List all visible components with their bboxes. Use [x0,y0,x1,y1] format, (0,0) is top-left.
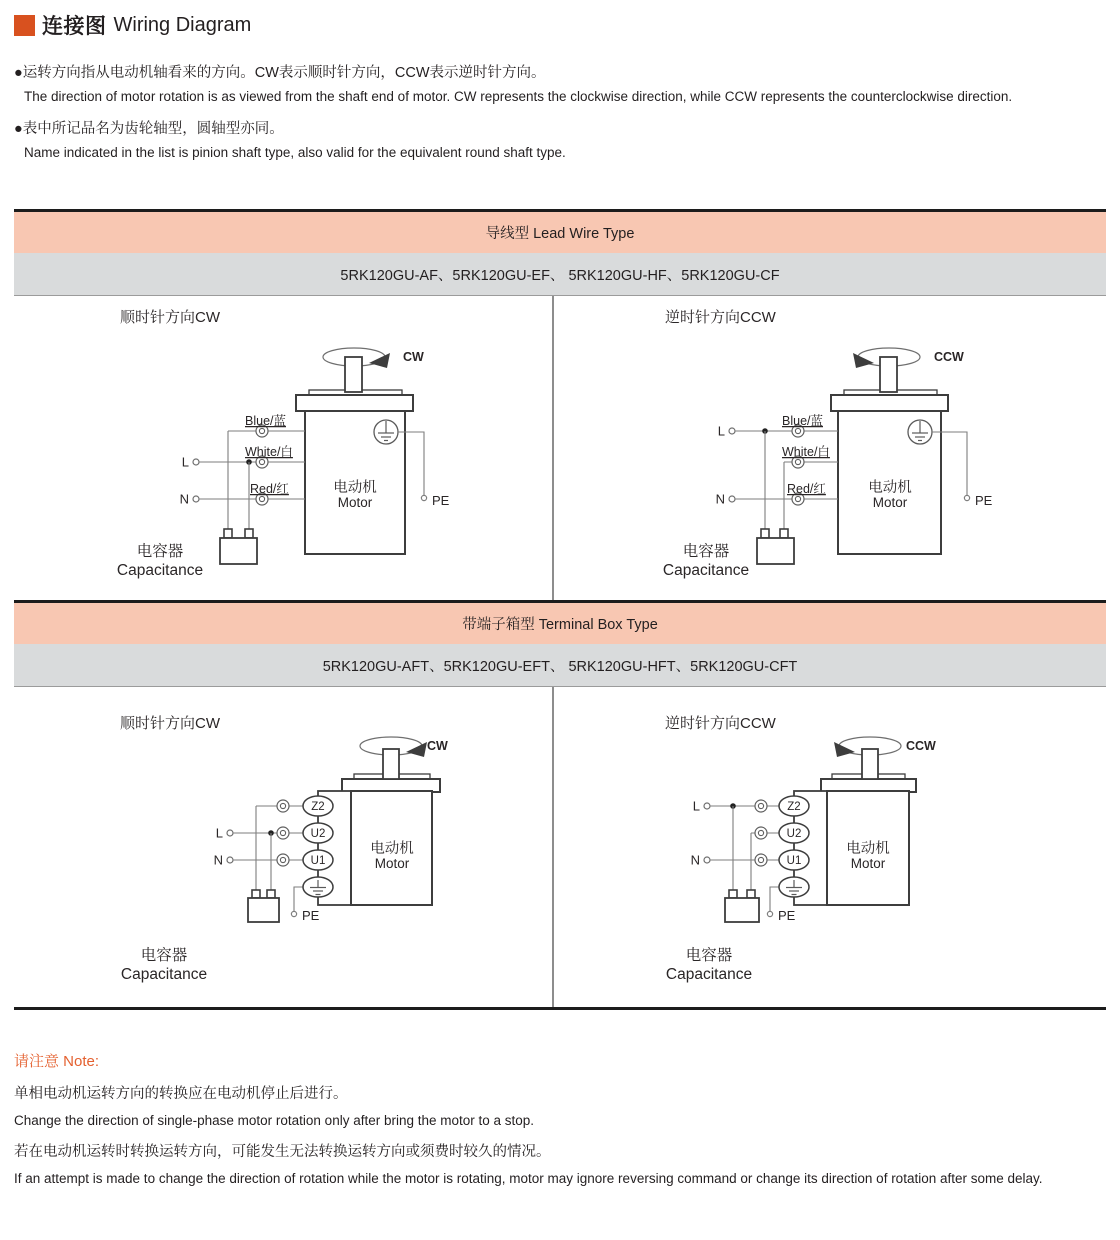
motor-shaft [345,357,362,392]
capacitor-body [220,538,257,564]
rotation-direction-label: CCW [934,350,964,364]
wire-label: Blue/蓝 [782,414,823,428]
connector-inner-icon [758,857,763,862]
page-header [14,10,251,40]
wire-label: Red/红 [250,482,289,496]
connector-inner-icon [795,428,800,433]
rotation-arrow-icon [834,742,855,757]
capacitor-terminal [729,890,737,898]
neutral-label: N [690,852,700,868]
bullet-2-cn: ●表中所记品名为齿轮轴型，圆轴型亦同。 [14,121,284,137]
capacitor-body [248,898,279,922]
terminal-label: U2 [310,828,326,840]
bullet-1-cn: ●运转方向指从电动机轴看来的方向。CW表示顺时针方向，CCW表示逆时针方向。 [14,65,546,81]
page-title-en: Wiring Diagram [113,13,252,36]
capacitor-terminal [267,890,275,898]
section-header-terminal-box: 带端子箱型 Terminal Box Type [14,603,1106,644]
live-terminal-circle [227,830,233,836]
motor-flange [296,395,413,411]
neutral-label: N [715,491,725,507]
table-border-bottom [14,1007,1106,1010]
wiring-table [14,209,1106,1010]
connector-inner-icon [795,459,800,464]
live-label: L [181,454,189,470]
motor-shaft [862,749,878,779]
pe-label: PE [975,493,993,508]
neutral-terminal-circle [227,857,233,863]
motor-label-en: Motor [374,856,410,871]
wire-label: Blue/蓝 [245,414,286,428]
diagram-row-lead-wire [14,296,1106,600]
terminal-label: Z2 [787,801,801,813]
connector-inner-icon [758,830,763,835]
connector-inner-icon [795,496,800,501]
pe-label: PE [432,493,450,508]
capacitor-label-cn: 电容器 [685,947,733,964]
connector-inner-icon [280,830,285,835]
bullet-2-en: Name indicated in the list is pinion shaft type, also valid for the equivalent round shaft type. [24,145,566,160]
column-divider [552,687,554,1007]
diagram-title: 顺时针方向CW [120,309,220,326]
neutral-terminal-circle [704,857,710,863]
note-title: 请注意 Note: [14,1053,100,1070]
connector-inner-icon [758,803,763,808]
neutral-label: N [179,491,189,507]
capacitor-label-en: Capacitance [116,562,204,579]
rotation-direction-label: CW [427,739,448,753]
capacitor-label-en: Capacitance [120,966,208,983]
neutral-terminal-circle [729,496,735,502]
capacitor-label-cn: 电容器 [140,947,188,964]
diagram-row-terminal-box [14,687,1106,1007]
live-terminal-circle [704,803,710,809]
models-bar-lead-wire: 5RK120GU-AF、5RK120GU-EF、 5RK120GU-HF、5RK120GU-CF [14,253,1106,296]
diagram-title: 顺时针方向CW [120,715,220,732]
bullet-1-en: The direction of motor rotation is as viewed from the shaft end of motor. CW represents the clockwise direction, while CCW represents the counterclockwise direction. [24,89,1013,104]
motor-label-en: Motor [850,856,886,871]
diagram-title: 逆时针方向CCW [665,309,776,326]
live-label: L [717,423,725,439]
neutral-terminal-circle [193,496,199,502]
capacitor-terminal [747,890,755,898]
capacitor-body [725,898,759,922]
motor-label-cn: 电动机 [846,841,890,857]
capacitor-terminal [245,529,253,538]
wire-label: Red/红 [787,482,826,496]
capacitor-label-en: Capacitance [662,562,750,579]
capacitor-label-cn: 电容器 [136,543,184,560]
pe-terminal-circle [421,495,426,500]
models-bar-terminal-box: 5RK120GU-AFT、5RK120GU-EFT、 5RK120GU-HFT、5RK120GU-CFT [14,644,1106,687]
capacitor-terminal [252,890,260,898]
motor-flange [831,395,948,411]
rotation-arrow-icon [853,353,874,368]
terminal-label: U1 [786,855,802,867]
motor-shaft [383,749,399,779]
section-header-lead-wire: 导线型 Lead Wire Type [14,212,1106,253]
motor-label-en: Motor [337,495,373,510]
note-line-3-cn: 若在电动机运转时转换运转方向，可能发生无法转换运转方向或须费时较久的情况。 [14,1144,551,1160]
note-line-1-cn: 单相电动机运转方向的转换应在电动机停止后进行。 [14,1086,348,1102]
diagram-terminal-cw [14,687,552,1007]
wire-label: White/白 [245,445,293,459]
live-label: L [215,825,223,841]
motor-label-cn: 电动机 [868,480,912,496]
rotation-arrow-icon [369,353,390,368]
connector-inner-icon [280,803,285,808]
rotation-direction-label: CCW [906,739,936,753]
terminal-label: Z2 [311,801,325,813]
motor-label-en: Motor [872,495,908,510]
diagram-terminal-ccw [554,687,1106,1007]
connector-inner-icon [280,857,285,862]
capacitor-terminal [224,529,232,538]
connector-inner-icon [259,428,264,433]
diagram-lead-cw [14,296,552,600]
pe-label: PE [778,908,796,923]
pe-terminal-circle [291,911,296,916]
neutral-label: N [213,852,223,868]
intro-notes [14,61,1109,173]
capacitor-terminal [761,529,769,538]
capacitor-body [757,538,794,564]
capacitor-label-cn: 电容器 [682,543,730,560]
connector-inner-icon [259,496,264,501]
capacitor-terminal [780,529,788,538]
pe-terminal-circle [964,495,969,500]
terminal-label: U2 [786,828,802,840]
note-line-2-en: Change the direction of single-phase motor rotation only after bring the motor to a stop. [14,1113,535,1128]
motor-label-cn: 电动机 [333,480,377,496]
wire-label: White/白 [782,445,830,459]
pe-label: PE [302,908,320,923]
connector-inner-icon [259,459,264,464]
terminal-label: U1 [310,855,326,867]
live-terminal-circle [193,459,199,465]
title-square-icon [14,15,35,36]
live-label: L [692,798,700,814]
diagram-lead-ccw [554,296,1106,600]
motor-shaft [880,357,897,392]
note-line-4-en: If an attempt is made to change the direction of rotation while the motor is rotating, motor may ignore reversing command or change its direction of rotation after some delay. [14,1171,1043,1186]
capacitor-label-en: Capacitance [665,966,753,983]
rotation-direction-label: CW [403,350,424,364]
column-divider [552,296,554,600]
rotation-arrow-icon [406,742,427,757]
live-terminal-circle [729,428,735,434]
diagram-title: 逆时针方向CCW [665,715,776,732]
motor-label-cn: 电动机 [370,841,414,857]
page-title-cn: 连接图 [42,15,107,38]
pe-terminal-circle [767,911,772,916]
note-section [14,1050,1114,1198]
